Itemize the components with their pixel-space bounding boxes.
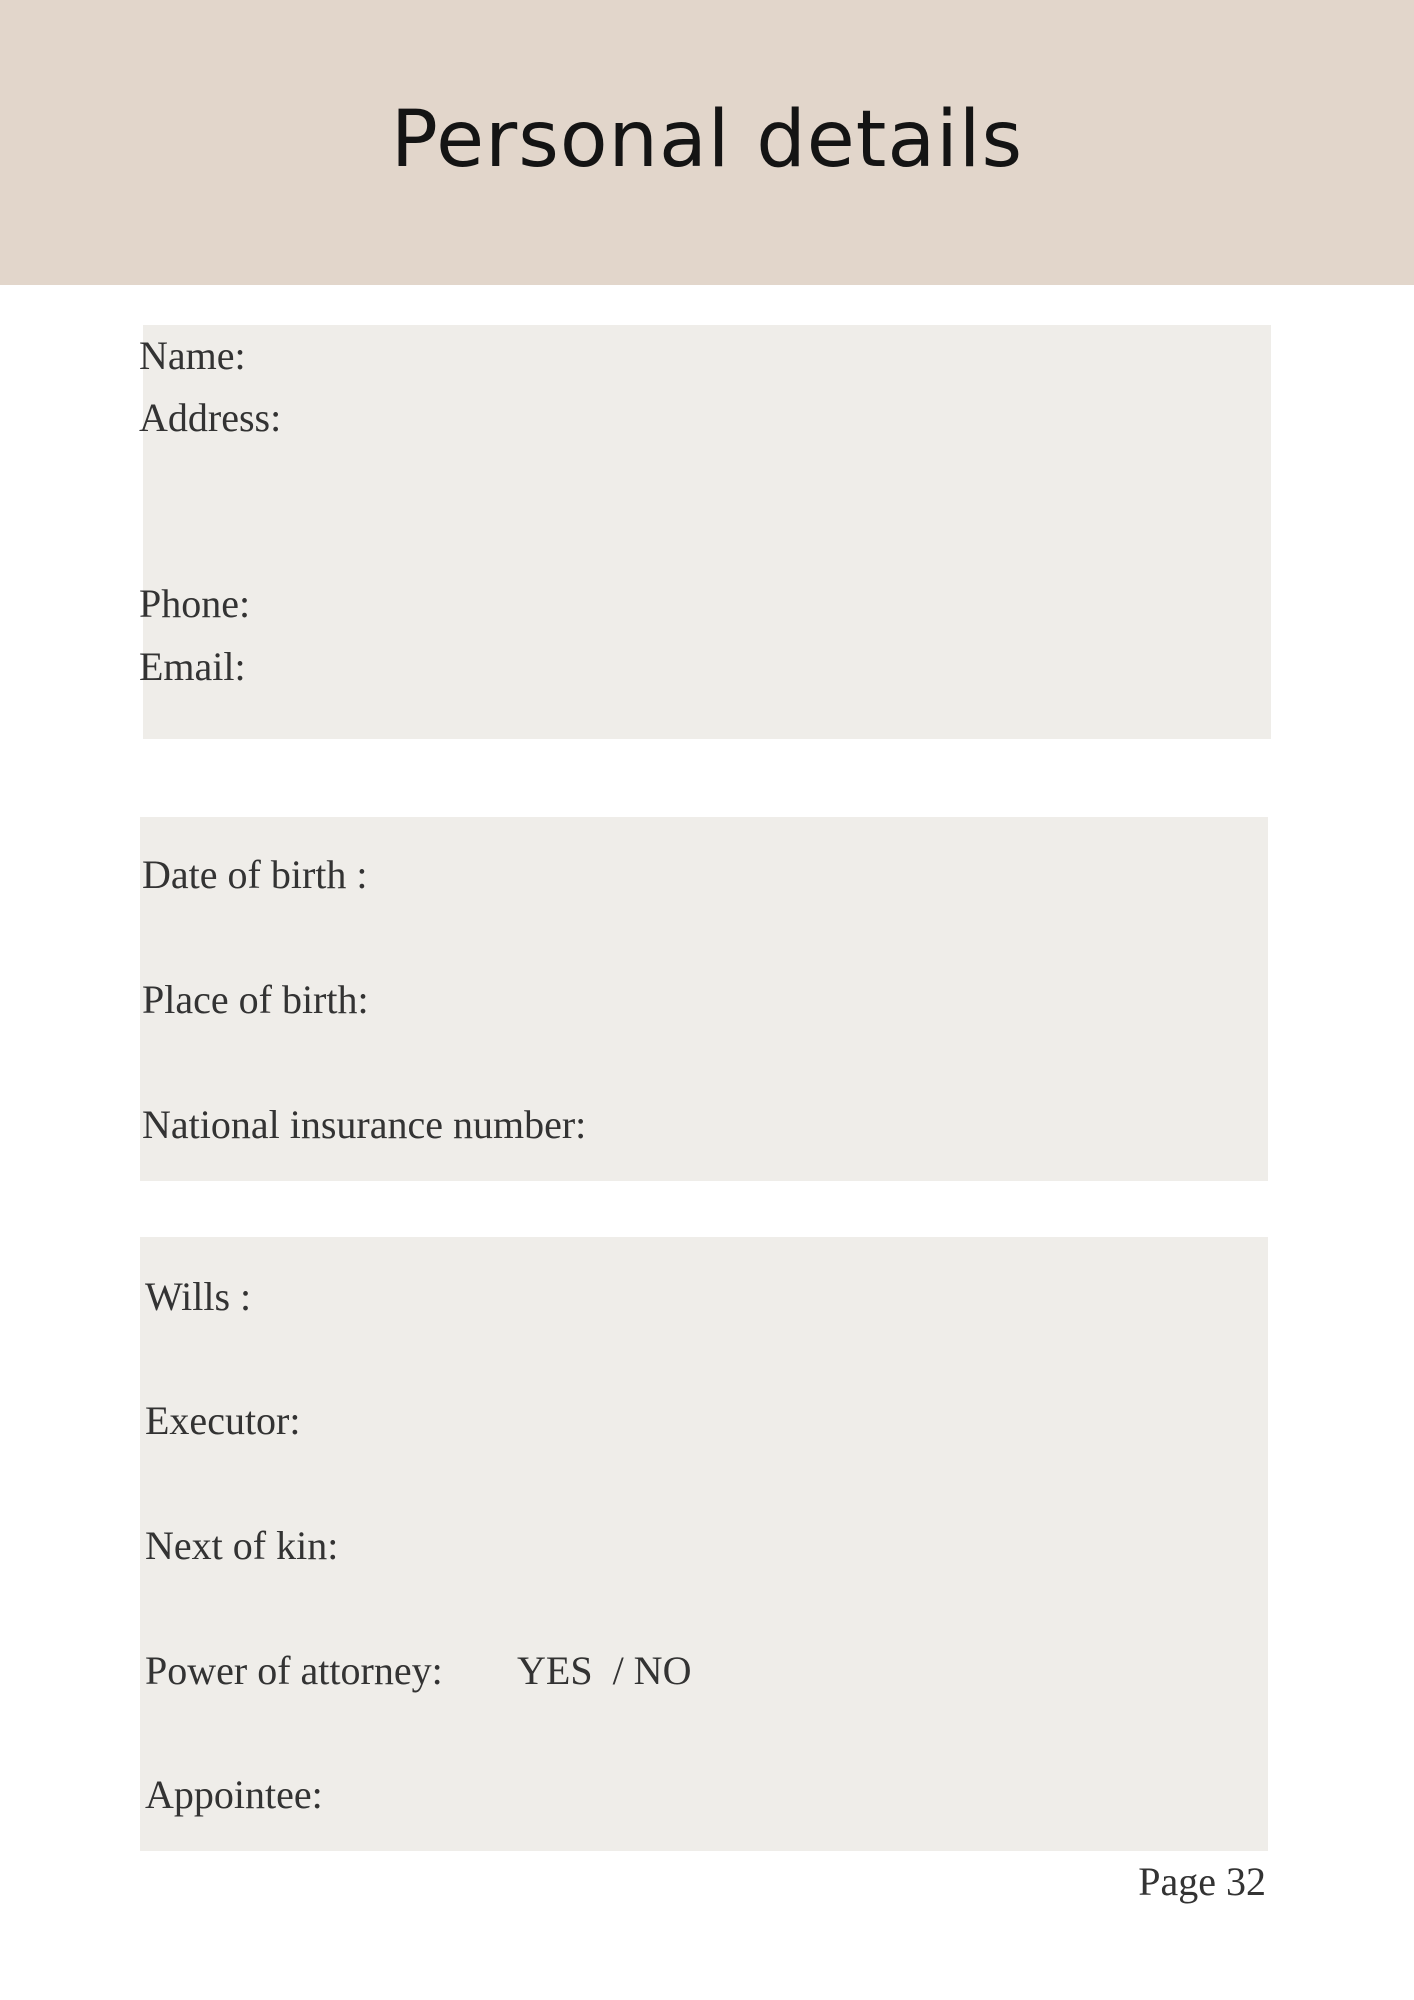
date-of-birth-label: Date of birth : [142, 852, 368, 897]
place-of-birth-label: Place of birth: [142, 977, 369, 1022]
next-of-kin-label: Next of kin: [145, 1523, 339, 1568]
page-title: Personal details [390, 95, 1024, 185]
power-of-attorney-yes-no-options[interactable]: YES / NO [517, 1648, 692, 1693]
page-number: Page 32 [1138, 1859, 1266, 1904]
executor-label: Executor: [145, 1398, 301, 1443]
address-label: Address: [139, 395, 282, 440]
contact-details-panel [143, 325, 1271, 739]
email-label: Email: [139, 644, 246, 689]
wills-label: Wills : [145, 1274, 252, 1319]
appointee-label: Appointee: [145, 1772, 323, 1817]
name-label: Name: [139, 333, 246, 378]
phone-label: Phone: [139, 581, 251, 626]
power-of-attorney-label: Power of attorney: [145, 1648, 443, 1693]
header-band [0, 0, 1414, 285]
national-insurance-number-label: National insurance number: [142, 1102, 587, 1147]
